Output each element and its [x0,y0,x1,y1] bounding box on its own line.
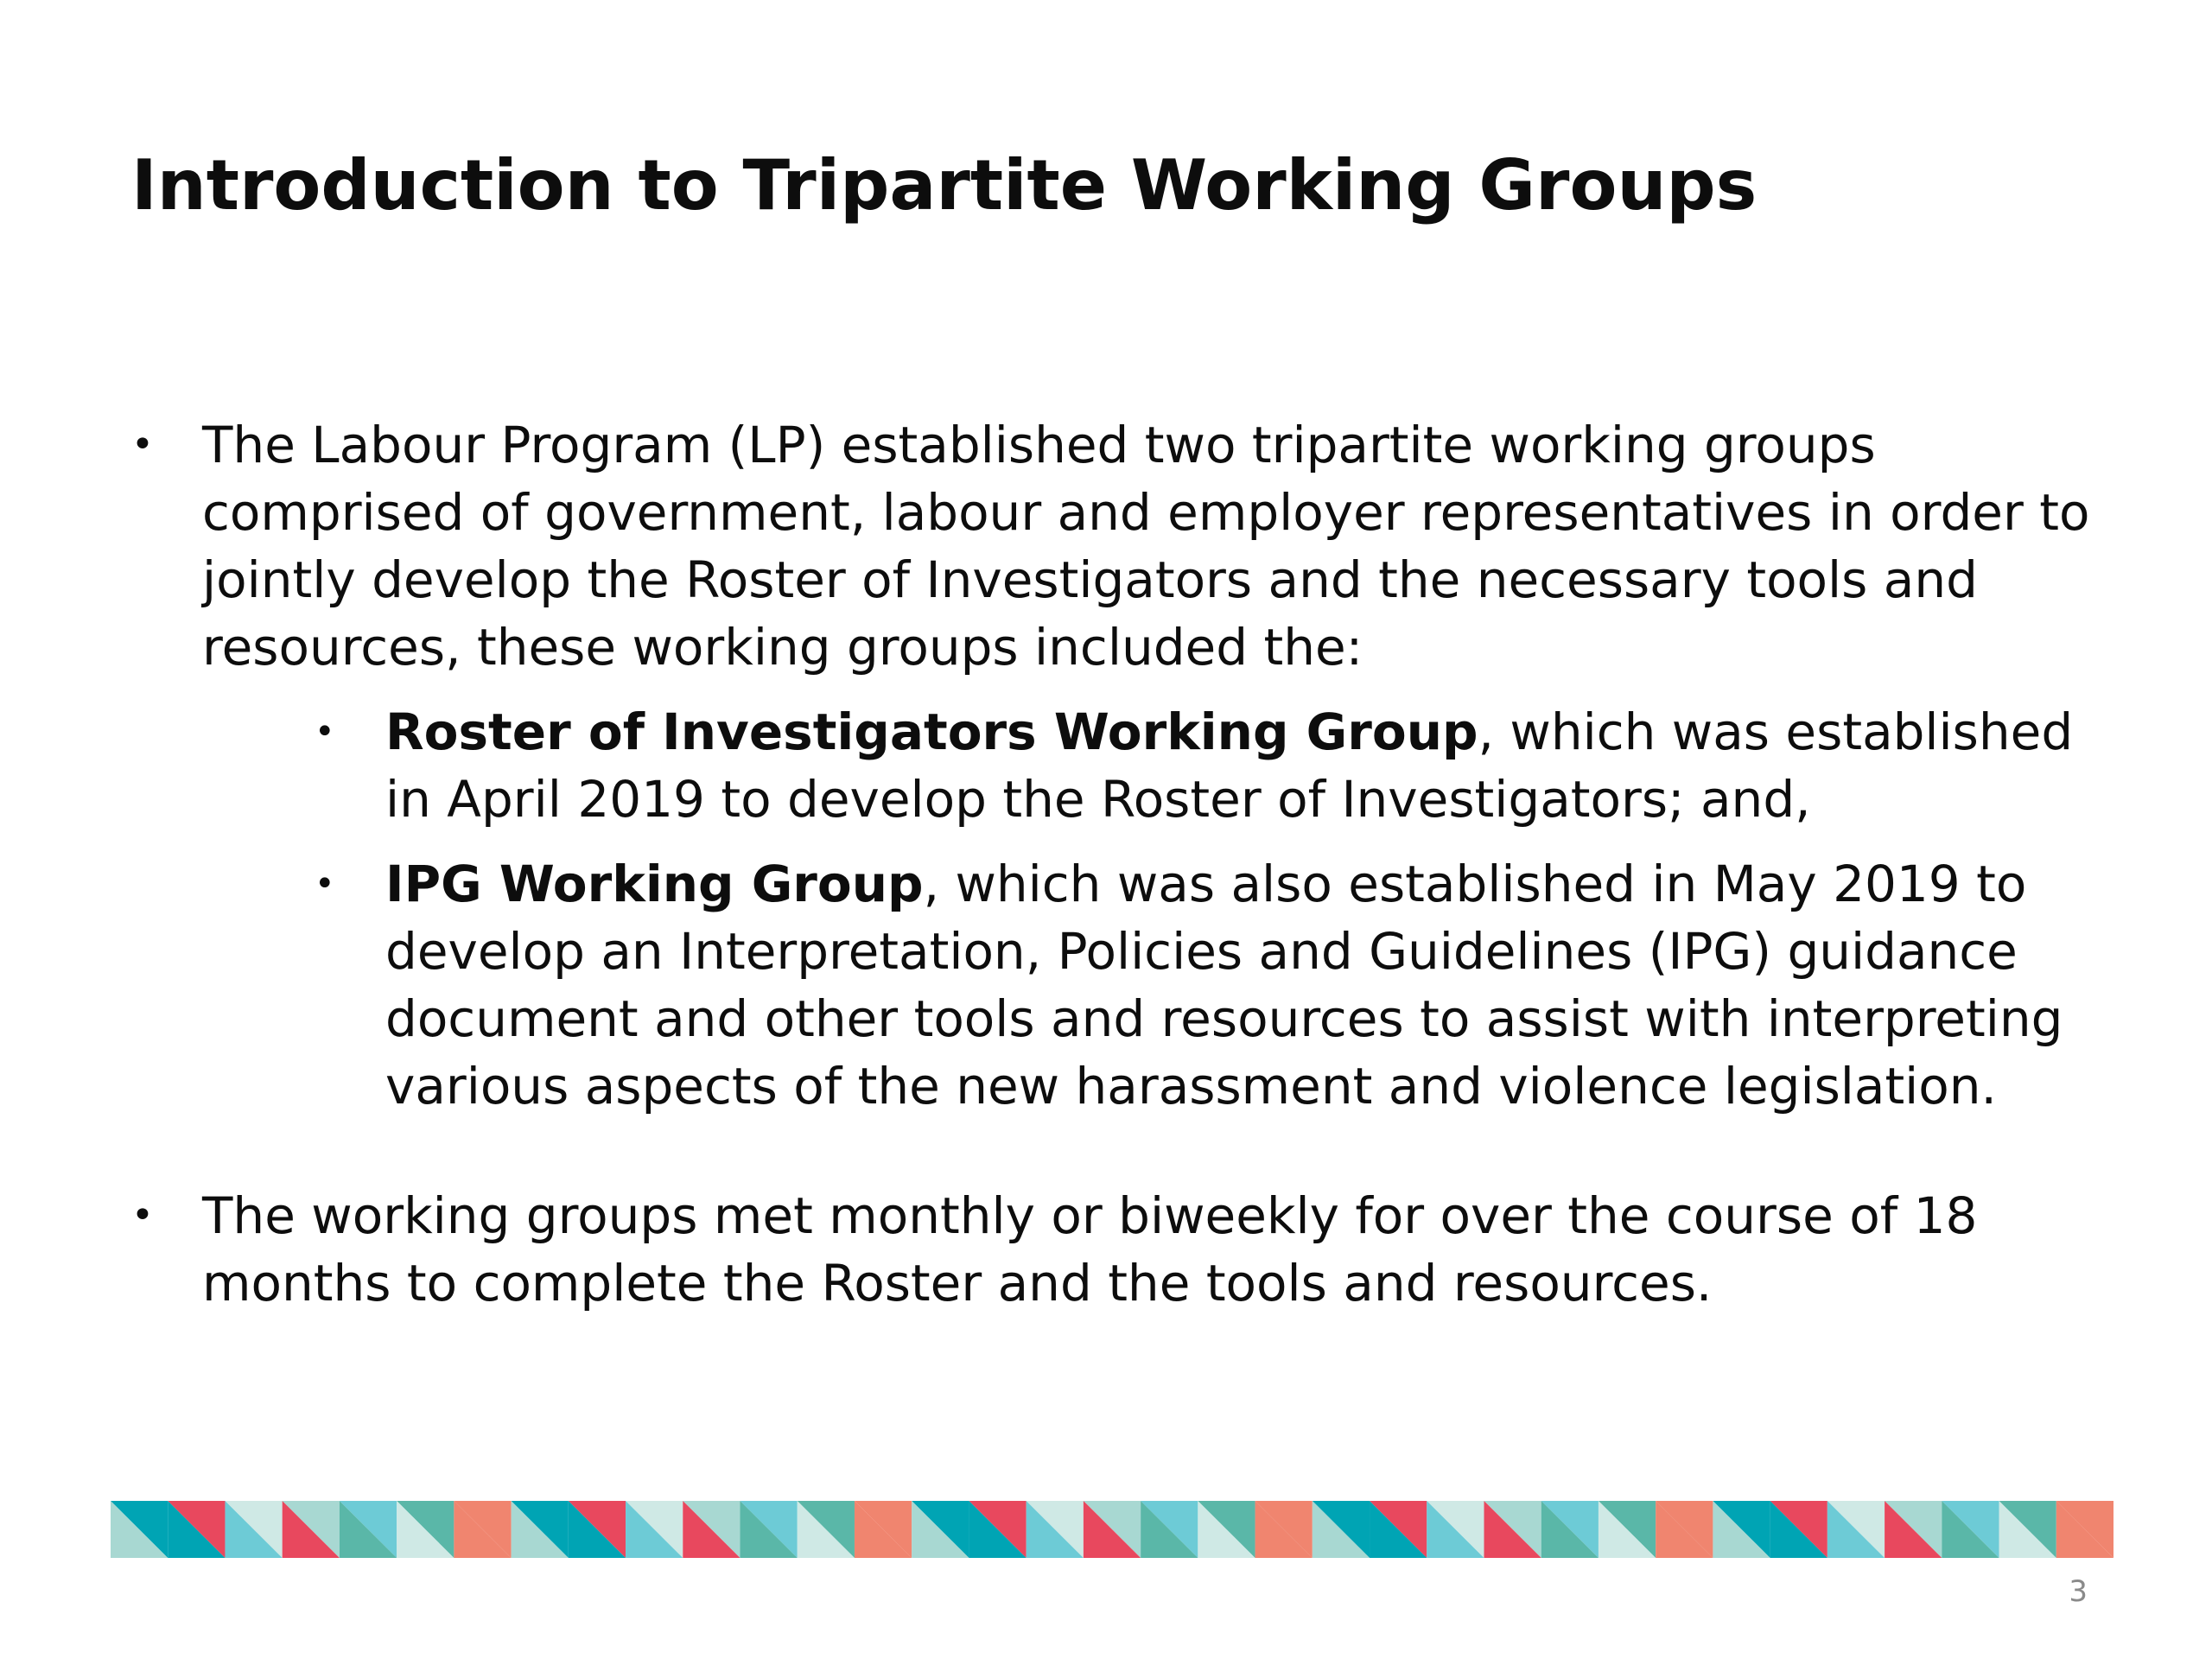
bullet-item [131,1182,2119,1317]
bullet-text: The Labour Program (LP) established two tripartite working groups comprised of government, labour and employer representatives in order to jointly develop the Roster of Investigators and the necessary tools and resources, these working groups included the: [202,416,2090,677]
sub-bullet-lead: IPG Working Group [385,855,924,913]
decorative-triangle-ribbon [111,1501,2113,1558]
sub-bullet-item [315,698,2119,833]
sub-bullet-lead: Roster of Investigators Working Group [385,702,1478,761]
sub-bullet-item [315,850,2119,1120]
slide-body [131,411,2119,1317]
bullet-item [131,411,2119,1120]
sub-bullet-text: , which was also established in May 2019 to develop an Interpretation, Policies and Guidelines (IPG) guidance document and other tools and resources to assist with interpreting various aspects of the new harassment and violence legislation. [385,855,2063,1116]
slide-title: Introduction to Tripartite Working Groups [131,145,1758,226]
bullet-text: The working groups met monthly or biweekly for over the course of 18 months to complete the Roster and the tools and resources. [202,1186,1978,1313]
sub-bullet-text: , which was established in April 2019 to develop the Roster of Investigators; and, [385,702,2074,829]
sub-bullet-list [202,698,2119,1120]
page-number: 3 [2069,1574,2088,1609]
